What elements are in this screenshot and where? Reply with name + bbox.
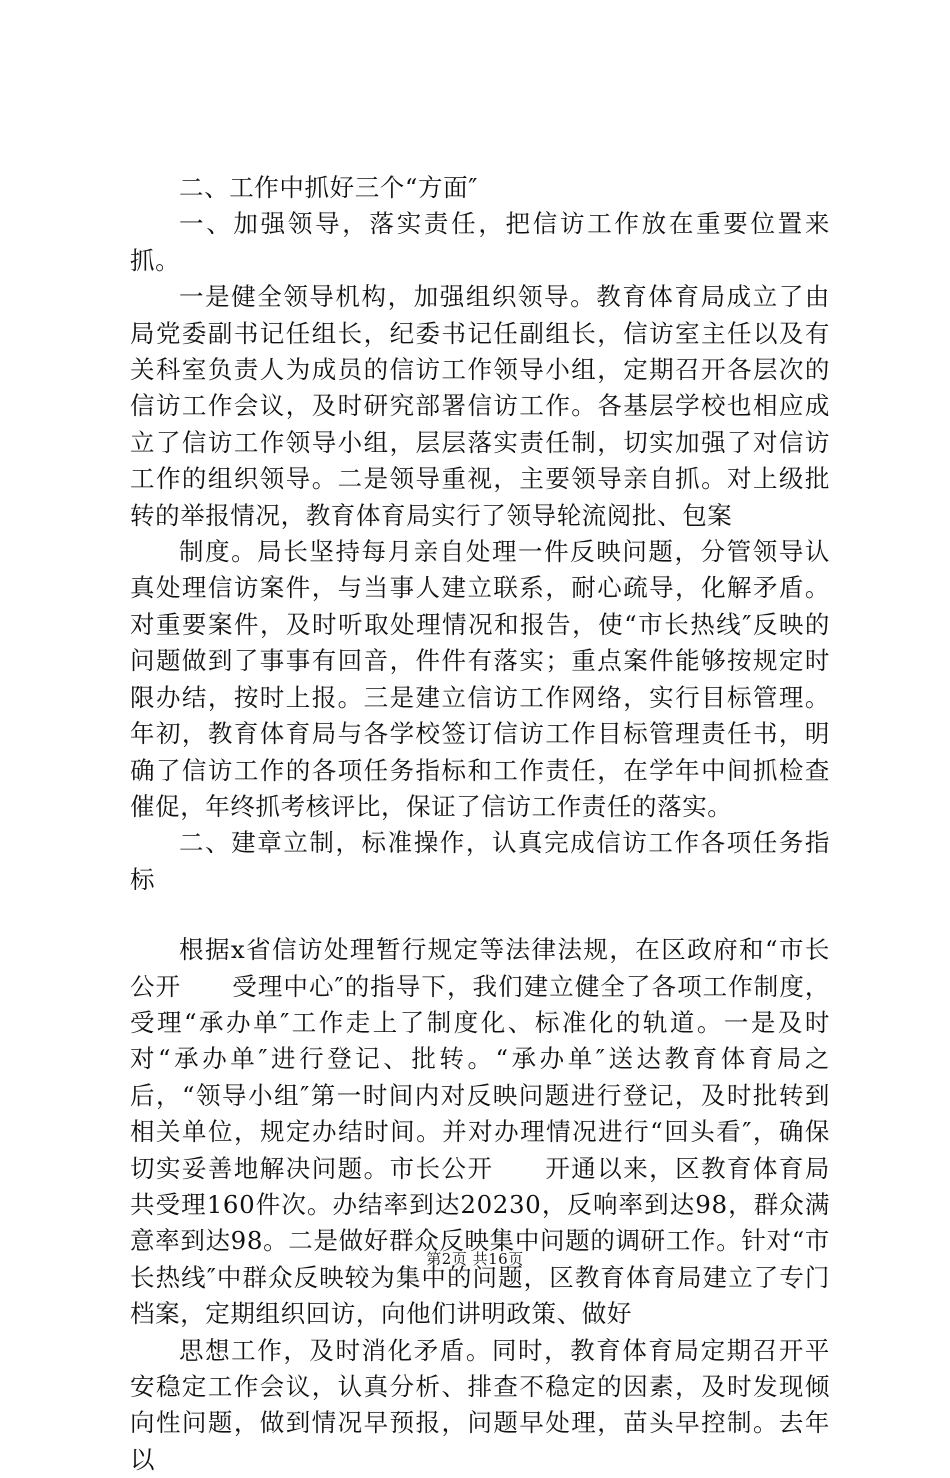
paragraph-system-network: 制度。局长坚持每月亲自处理一件反映问题，分管领导认真处理信访案件，与当事人建立联系，耐心疏导，化解矛盾。对重要案件，及时听取处理情况和报告，使“市长热线″反映的问题做到了事事有回音，件件有落实；重点案件能够按规定时限办结，按时上报。三是建立信访工作网络，实行目标管理。年初，教育体育局与各学校签订信访工作目标管理责任书，明确了信访工作的各项任务指标和工作责任，在学年中间抓检查催促，年终抓考核评比，保证了信访工作责任的落实。	[130, 537, 830, 821]
page-number-footer: 第2页 共16页	[426, 1250, 524, 1268]
section-heading-regulations: 二、建章立制，标准操作，认真完成信访工作各项任务指标	[130, 828, 830, 894]
paragraph-regulations-detail: 根据x省信访处理暂行规定等法律法规，在区政府和“市长公开 受理中心″的指导下，我们建立健全了各项工作制度，受理“承办单″工作走上了制度化、标准化的轨道。一是及时对“承办单″进行登记、批转。“承办单″送达教育体育局之后，“领导小组″第一时间内对反映问题进行登记，及时批转到相关单位，规定办结时间。并对办理情况进行“回头看″，确保切实妥善地解决问题。市长公开 开通以来，区教育体育局共受理160件次。办结率到达20230，反响率到达98，群众满意率到达98。二是做好群众反映集中问题的调研工作。针对“市长热线″中群众反映较为集中的问题，区教育体育局建立了专门档案，定期组织回访，向他们讲明政策、做好	[130, 935, 830, 1329]
document-body	[130, 170, 830, 1478]
paragraph-gap	[130, 898, 830, 932]
paragraph-leadership-organization: 一是健全领导机构，加强组织领导。教育体育局成立了由局党委副书记任组长，纪委书记任副组长，信访室主任以及有关科室负责人为成员的信访工作领导小组，定期召开各层次的信访工作会议，及时研究部署信访工作。各基层学校也相应成立了信访工作领导小组，层层落实责任制，切实加强了对信访工作的组织领导。二是领导重视，主要领导亲自抓。对上级批转的举报情况，教育体育局实行了领导轮流阅批、包案	[130, 282, 830, 530]
section-heading-leadership: 一、加强领导，落实责任，把信访工作放在重要位置来抓。	[130, 209, 830, 275]
paragraph-ideological-work: 思想工作，及时消化矛盾。同时，教育体育局定期召开平安稳定工作会议，认真分析、排查不稳定的因素，及时发现倾向性问题，做到情况早预报，问题早处理，苗头早控制。去年以	[130, 1335, 830, 1474]
section-heading-three-aspects: 二、工作中抓好三个“方面″	[179, 173, 478, 202]
